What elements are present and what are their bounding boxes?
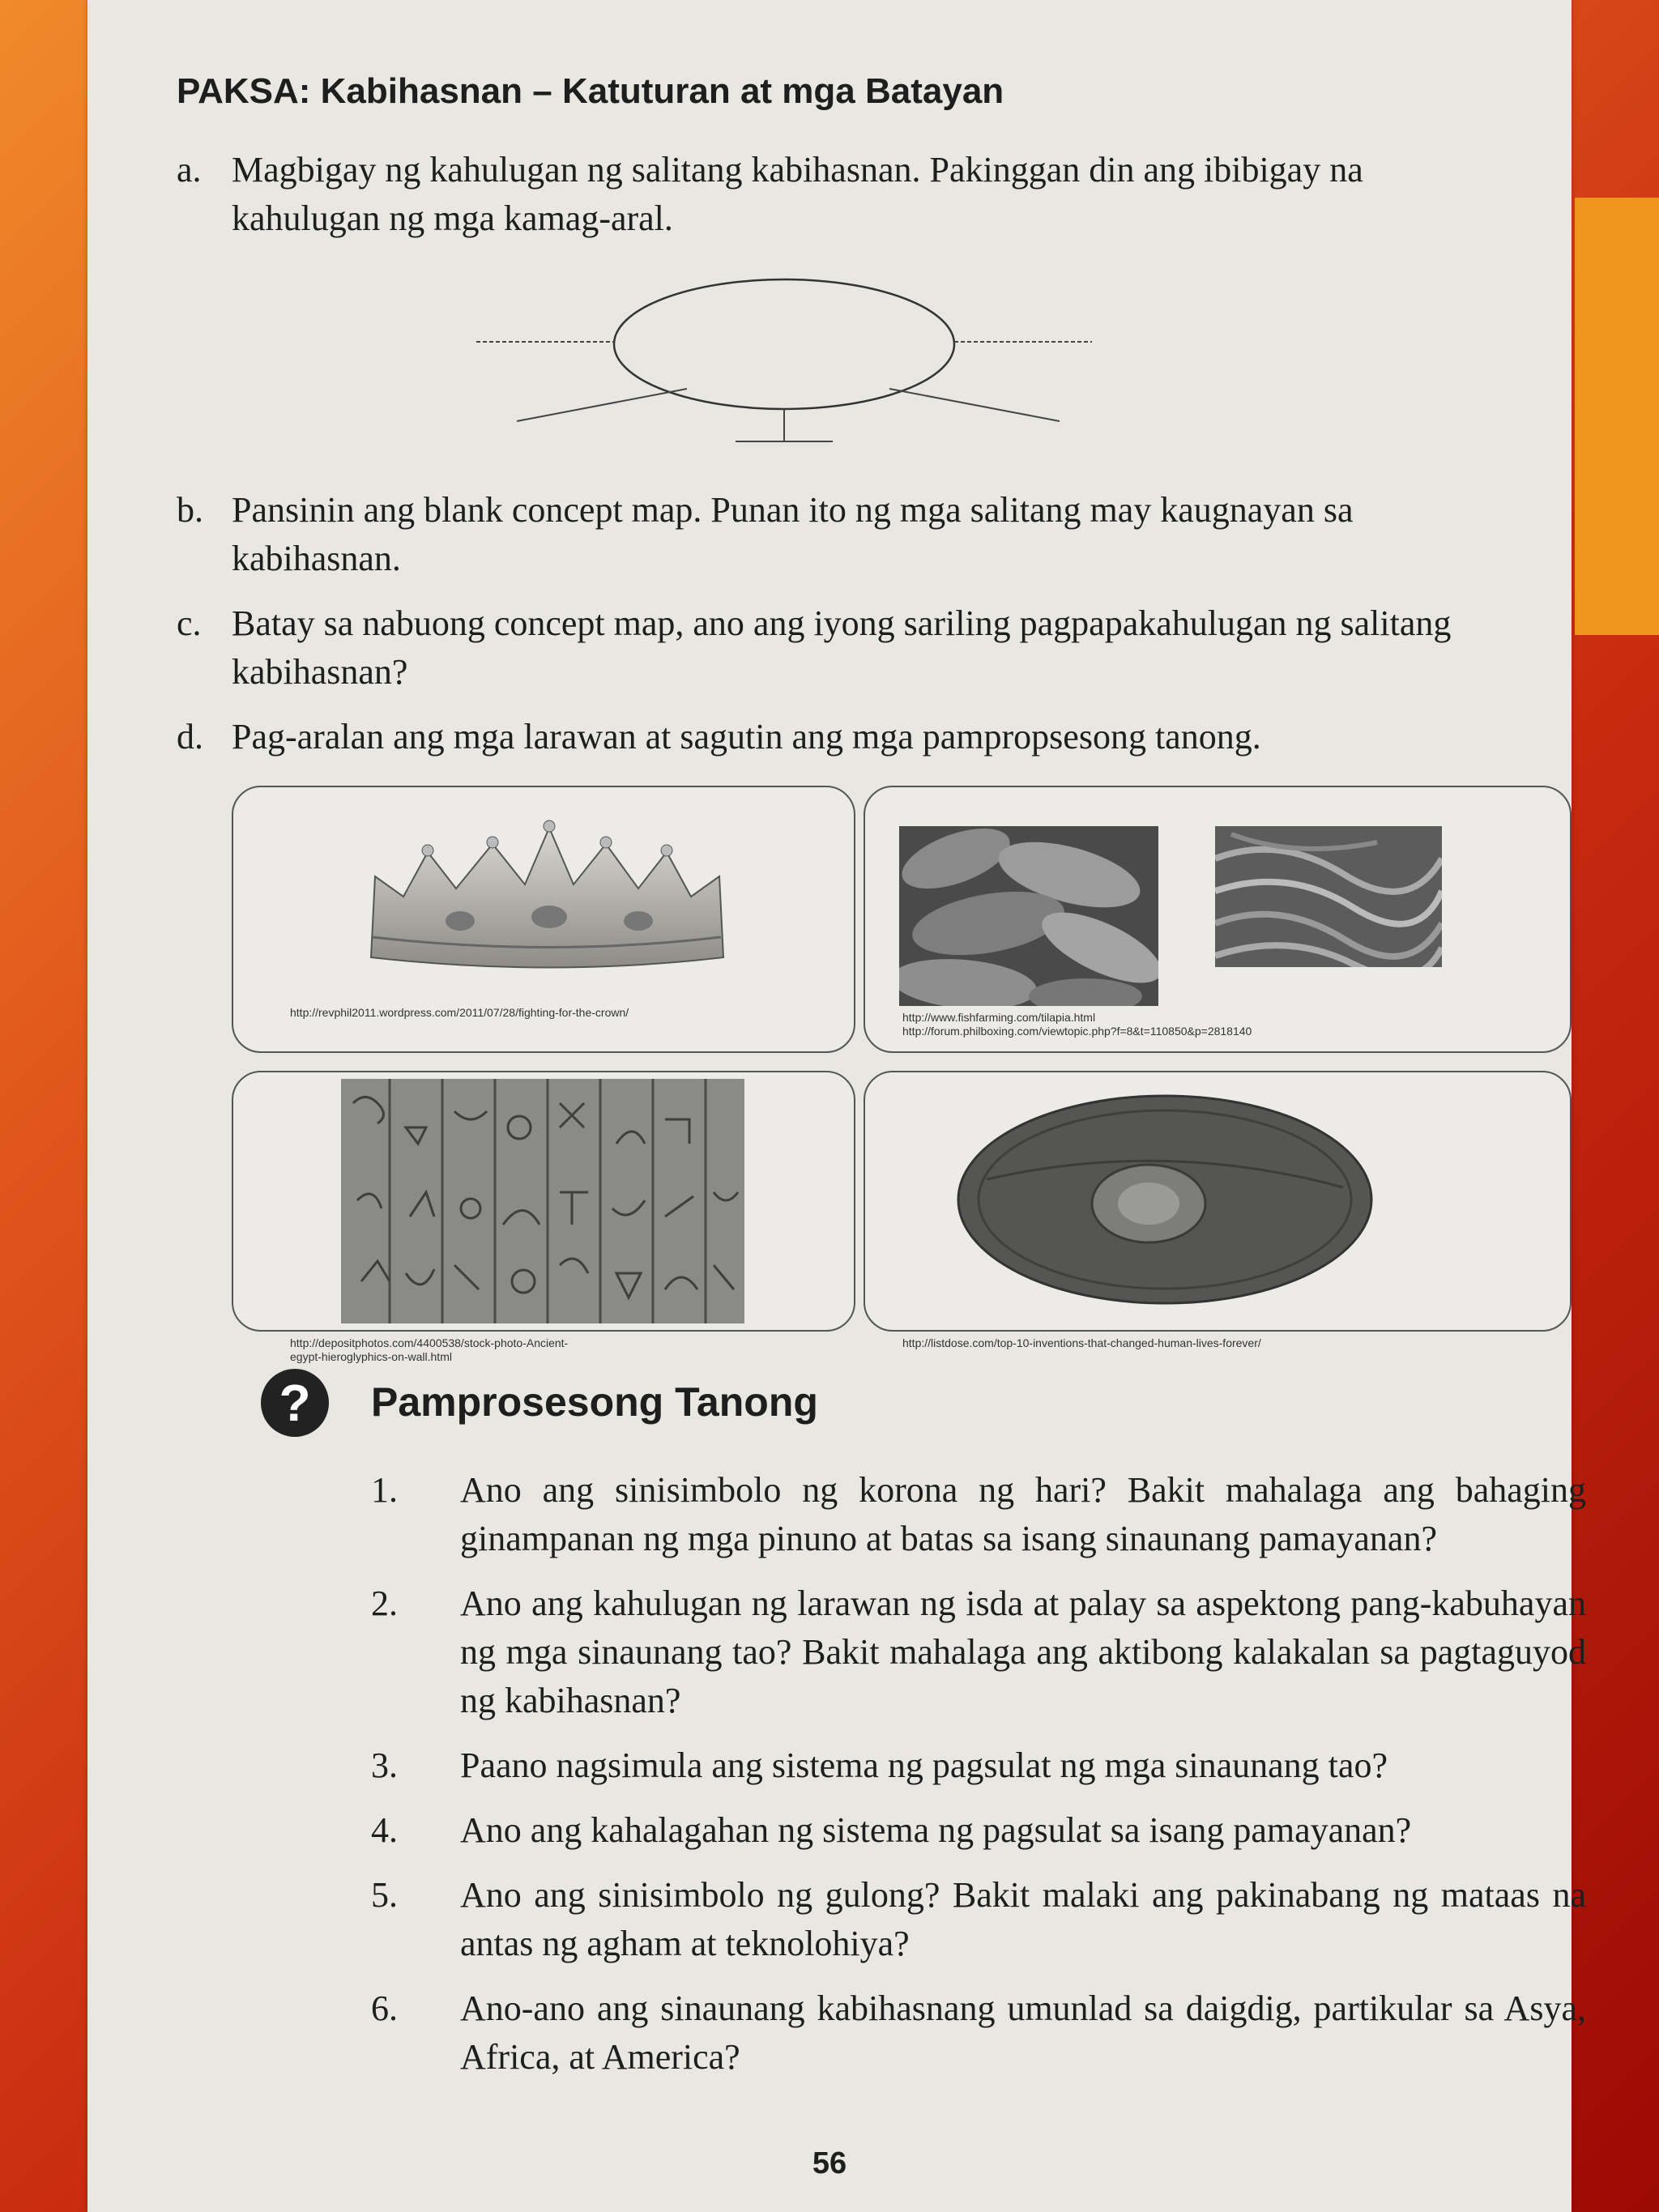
question-text: Ano ang sinisimbolo ng gulong? Bakit malaki ang pakinabang ng mataas na antas ng agham at teknolohiya? [460,1875,1586,1963]
activity-letter: b. [177,490,203,530]
question-item [371,1579,1586,1725]
question-number: 5. [371,1875,398,1915]
activity-text: Batay sa nabuong concept map, ano ang iyong sariling pagpapakahulugan ng salitang kabihasnan? [232,603,1452,692]
page-number: 56 [812,2146,847,2180]
activity-letter: c. [177,603,202,643]
hieroglyph-caption-2: egypt-hieroglyphics-on-wall.html [290,1350,452,1363]
fish-image [899,826,1158,1006]
activity-c [177,599,1505,697]
blank-concept-map [468,267,1116,454]
activity-text: Magbigay ng kahulugan ng salitang kabihasnan. Pakinggan din ang ibibigay na kahulugan ng mga kamag-aral. [232,150,1363,238]
rice-caption: http://forum.philboxing.com/viewtopic.php?f=8&t=110850&p=2818140 [902,1025,1252,1038]
question-item [371,1741,1586,1790]
accent-tab [1575,198,1659,635]
fish-rice-image-box [864,786,1572,1053]
question-number: 6. [371,1988,398,2028]
activity-d [177,713,1505,761]
question-number: 2. [371,1583,398,1623]
fish-caption: http://www.fishfarming.com/tilapia.html [902,1011,1096,1024]
activity-a [177,146,1505,243]
activity-b [177,486,1505,583]
question-text: Ano ang kahulugan ng larawan ng isda at palay sa aspektong pang-kabuhayan ng mga sinaunang tao? Bakit mahalaga ang aktibong kalakalan sa pagtaguyod ng kabihasnan? [460,1583,1586,1720]
question-text: Ano-ano ang sinaunang kabihasnang umunlad sa daigdig, partikular sa Asya, Africa, at America? [460,1988,1586,2077]
question-text: Paano nagsimula ang sistema ng pagsulat ng mga sinaunang tao? [460,1745,1388,1785]
question-item [371,1984,1586,2082]
crown-caption: http://revphil2011.wordpress.com/2011/07/28/fighting-for-the-crown/ [290,1006,629,1019]
questions-heading: Pamprosesong Tanong [371,1379,818,1425]
activity-text: Pansinin ang blank concept map. Punan ito ng mga salitang may kaugnayan sa kabihasnan. [232,490,1354,578]
crown-image [355,820,736,982]
question-number: 1. [371,1470,398,1510]
wheel-image-box [864,1071,1572,1349]
activity-letter: a. [177,150,202,190]
hieroglyph-image-box [232,1071,855,1363]
question-text: Ano ang kahalagahan ng sistema ng pagsulat sa isang pamayanan? [460,1810,1412,1850]
question-number: 3. [371,1745,398,1785]
topic-heading: PAKSA: Kabihasnan – Katuturan at mga Batayan [177,71,1004,111]
question-item [371,1806,1586,1855]
wheel-image [954,1090,1375,1309]
question-icon: ? [261,1369,329,1437]
question-item [371,1871,1586,1968]
hieroglyph-image [341,1079,744,1323]
activity-text: Pag-aralan ang mga larawan at sagutin ang mga pampropsesong tanong. [232,717,1261,757]
crown-image-box [232,786,855,1053]
question-number: 4. [371,1810,398,1850]
question-text: Ano ang sinisimbolo ng korona ng hari? Bakit mahalaga ang bahaging ginampanan ng mga pinuno at batas sa isang sinaunang pamayanan? [460,1470,1586,1558]
wheel-caption: http://listdose.com/top-10-inventions-that-changed-human-lives-forever/ [902,1336,1261,1349]
question-item [371,1466,1586,1563]
hieroglyph-caption-1: http://depositphotos.com/4400538/stock-photo-Ancient- [290,1336,569,1349]
textbook-page [87,0,1586,2212]
activity-letter: d. [177,717,203,757]
rice-image [1215,826,1442,967]
